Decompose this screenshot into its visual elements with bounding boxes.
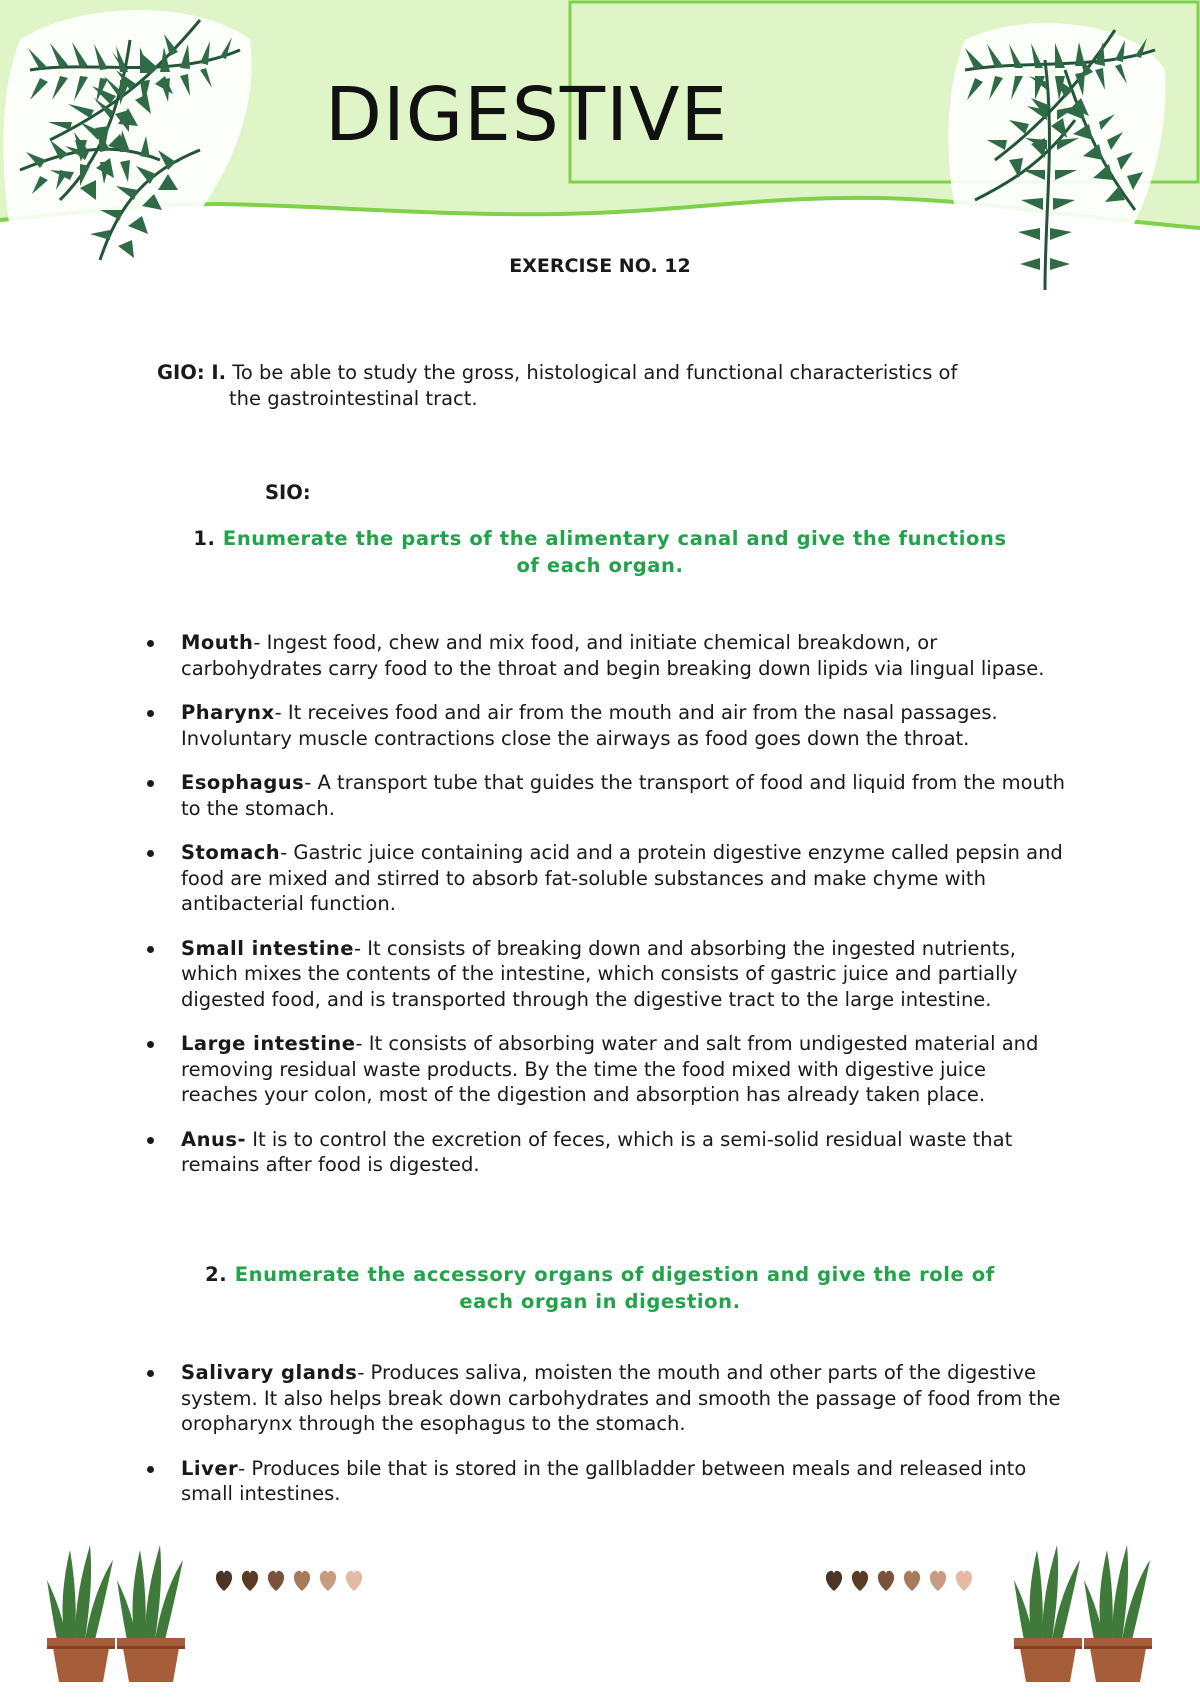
- list-item: [145, 1031, 1065, 1108]
- objective-2-line-1: Enumerate the accessory organs of digestion and give the role of: [234, 1263, 995, 1286]
- organ-description: - A transport tube that guides the transport of food and liquid from the mouth to the stomach.: [181, 771, 1065, 820]
- alimentary-canal-list: [145, 630, 1065, 1197]
- organ-description: - Gastric juice containing acid and a protein digestive enzyme called pepsin and food are mixed and stirred to absorb fat-soluble substances and make chyme with antibacterial function.: [181, 841, 1063, 915]
- gio-paragraph: [157, 360, 997, 412]
- organ-term: Liver: [181, 1456, 239, 1480]
- organ-term: Mouth: [181, 631, 254, 654]
- objective-1-heading: [0, 525, 1200, 579]
- organ-term: Salivary glands: [181, 1361, 358, 1384]
- potted-plant-icon: [45, 1540, 205, 1685]
- gio-line-1: To be able to study the gross, histological and functional characteristics of: [226, 361, 958, 384]
- organ-term: Small intestine: [181, 936, 355, 960]
- potted-plant-icon: [1012, 1540, 1172, 1685]
- objective-2-heading: [0, 1261, 1200, 1315]
- list-item: [145, 1360, 1065, 1437]
- hearts-icon: [822, 1565, 992, 1595]
- gio-label: GIO: I.: [157, 361, 227, 384]
- organ-term: Anus-: [181, 1127, 247, 1151]
- organ-term: Large intestine: [181, 1032, 356, 1055]
- list-item: [145, 700, 1065, 751]
- list-item: [145, 1456, 1065, 1507]
- objective-1-line-1: Enumerate the parts of the alimentary canal and give the functions: [222, 527, 1007, 550]
- objective-2-line-2: each organ in digestion.: [459, 1290, 741, 1313]
- list-item: [145, 1127, 1065, 1178]
- objective-2-number: 2.: [205, 1263, 235, 1286]
- list-item: [145, 630, 1065, 681]
- document-title: DIGESTIVE: [325, 72, 729, 158]
- objective-1-number: 1.: [193, 527, 223, 550]
- sio-label: SIO:: [265, 481, 311, 504]
- organ-description: - Produces bile that is stored in the gallbladder between meals and released into small intestines.: [181, 1456, 1027, 1505]
- organ-term: Esophagus: [181, 771, 305, 794]
- list-item: [145, 936, 1065, 1013]
- list-item: [145, 770, 1065, 821]
- organ-description: - It consists of absorbing water and salt from undigested material and removing residual waste products. By the time the food mixed with digestive juice reaches your colon, most of the digestion and absorption has already taken place.: [181, 1032, 1039, 1106]
- organ-description: - Produces saliva, moisten the mouth and other parts of the digestive system. It also helps break down carbohydrates and smooth the passage of food from the oropharynx through the esophagus to the stomach.: [181, 1361, 1061, 1435]
- organ-description: - Ingest food, chew and mix food, and initiate chemical breakdown, or carbohydrates carry food to the throat and begin breaking down lipids via lingual lipase.: [181, 631, 1045, 680]
- accessory-organs-list: [145, 1360, 1065, 1526]
- organ-description: - It receives food and air from the mouth and air from the nasal passages. Involuntary muscle contractions close the airways as food goes down the throat.: [181, 701, 998, 750]
- list-item: [145, 840, 1065, 917]
- exercise-heading: EXERCISE NO. 12: [509, 255, 691, 277]
- hearts-icon: [212, 1565, 382, 1595]
- organ-term: Pharynx: [181, 701, 275, 724]
- palm-leaves-icon: [0, 0, 270, 290]
- objective-1-line-2: of each organ.: [516, 554, 684, 577]
- organ-term: Stomach: [181, 841, 281, 864]
- gio-line-2: the gastrointestinal tract.: [229, 387, 478, 410]
- organ-description: It is to control the excretion of feces, which is a semi-solid residual waste that remains after food is digested.: [181, 1127, 1013, 1176]
- organ-description: - It consists of breaking down and absorbing the ingested nutrients, which mixes the contents of the intestine, which consists of gastric juice and partially digested food, and is transported through the digestive tract to the large intestine.: [181, 936, 1018, 1011]
